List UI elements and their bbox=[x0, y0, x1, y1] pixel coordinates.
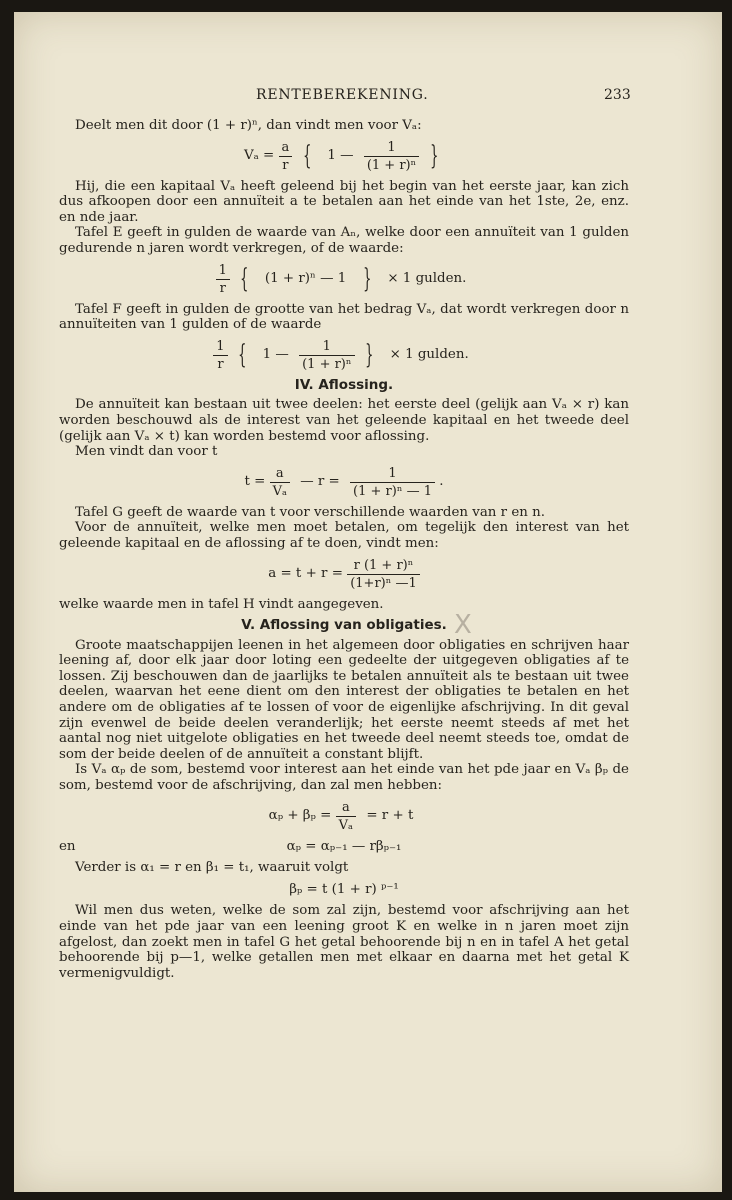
denominator: (1+r)ⁿ —1 bbox=[350, 575, 417, 591]
paragraph: Tafel E geeft in gulden de waarde van Aₙ, welke door een annuïteit van 1 gulden gedurende n jaren wordt verkregen, of de waarde: bbox=[59, 225, 629, 256]
formula-term: αₚ = αₚ₋₁ — rβₚ₋₁ bbox=[286, 838, 402, 854]
denominator: r bbox=[219, 280, 226, 296]
paragraph: Groote maatschappijen leenen in het algemeen door obligaties en schrijven haar leening af, door elk jaar door loting een gedeelte der uitgegeven obligaties af te lossen. Zij beschouwen dan de jaarlijks te betalen annuïteit als te bestaan uit twee deelen, waarvan het eene dient om den interest der obligaties te betalen en het andere om de obligaties af te lossen of voor de eigenlijke afschrijving. In dit geval zijn evenwel de beide deelen veranderlijk; het eerste neemt steeds af met het aantal nog niet uitgelote obligaties en het tweede deel neemt steeds toe, omdat de som der beide deelen of de annuïteit a constant blijft. bbox=[59, 637, 629, 762]
denominator: r bbox=[282, 157, 289, 173]
formula-term: βₚ = t (1 + r) ᵖ⁻¹ bbox=[289, 881, 399, 897]
denominator: Vₐ bbox=[338, 817, 354, 833]
left-brace: { bbox=[240, 264, 249, 295]
formula-lhs: Vₐ = bbox=[243, 148, 275, 164]
numerator: a bbox=[336, 800, 356, 817]
paragraph: De annuïteit kan bestaan uit twee deelen: het eerste deel (gelijk aan Vₐ × r) kan worden beschouwd als de interest van het geleende kapitaal en het tweede deel (gelijk aan Vₐ × t) kan worden bestemd voor aflossing. bbox=[59, 397, 629, 444]
paragraph: Tafel F geeft in gulden de grootte van het bedrag Vₐ, dat wordt verkregen door n annuïteiten van 1 gulden of de waarde bbox=[59, 301, 629, 333]
denominator: (1 + r)ⁿ — 1 bbox=[353, 483, 432, 499]
formula-term: × 1 gulden. bbox=[389, 347, 469, 363]
formula-term: = r + t bbox=[366, 808, 414, 824]
paragraph: Hij, die een kapitaal Vₐ heeft geleend bij het begin van het eerste jaar, kan zich dus afkoopen door een annuïteit a te betalen aan het einde van het 1ste, 2e, enz. en nde jaar. bbox=[59, 178, 629, 225]
paragraph: Voor de annuïteit, welke men moet betalen, om tegelijk den interest van het geleende kapitaal en de aflossing af te doen, vindt men: bbox=[59, 520, 629, 551]
body-text bbox=[59, 118, 629, 981]
fraction bbox=[299, 339, 354, 372]
paragraph: Wil men dus weten, welke de som zal zijn, bestemd voor afschrijving aan het einde van het pde jaar van een leening groot K en welke in n jaren moet zijn afgelost, dan zoekt men in tafel G het getal behoorende bij n en in tafel A het getal behoorende bij p—1, welke getallen men met elkaar en daarna met het getal K vermenigvuldigt. bbox=[59, 903, 629, 981]
right-brace: } bbox=[362, 264, 371, 295]
formula-beta bbox=[59, 882, 629, 898]
fraction bbox=[270, 466, 290, 499]
formula-term: (1 + r)ⁿ — 1 bbox=[264, 271, 347, 287]
book-page bbox=[14, 12, 722, 1192]
formula-alpha-beta bbox=[59, 800, 629, 833]
formula-lhs: αₚ + βₚ = bbox=[268, 808, 332, 824]
numerator: 1 bbox=[213, 339, 227, 356]
fraction bbox=[336, 800, 356, 833]
paragraph: Verder is α₁ = r en β₁ = t₁, waaruit volgt bbox=[75, 860, 349, 876]
formula-term: — r = bbox=[300, 474, 340, 490]
numerator: a bbox=[279, 140, 293, 157]
numerator: 1 bbox=[364, 140, 419, 157]
fraction bbox=[216, 263, 230, 296]
page-number: 233 bbox=[604, 87, 631, 103]
formula-term: × 1 gulden. bbox=[387, 271, 467, 287]
formula-end: . bbox=[439, 474, 444, 490]
right-brace: } bbox=[364, 340, 374, 371]
formula-lhs: a = t + r = bbox=[268, 566, 343, 582]
denominator: Vₐ bbox=[272, 483, 287, 499]
numerator: r (1 + r)ⁿ bbox=[347, 558, 420, 575]
denominator: (1 + r)ⁿ bbox=[366, 157, 417, 173]
fraction bbox=[364, 140, 419, 173]
formula-lhs: t = bbox=[244, 474, 266, 490]
fraction bbox=[279, 140, 293, 173]
right-brace: } bbox=[429, 141, 438, 172]
left-brace: { bbox=[302, 141, 311, 172]
formula-term: 1 — bbox=[262, 347, 289, 363]
pencil-mark: X bbox=[454, 610, 472, 640]
paragraph: Is Vₐ αₚ de som, bestemd voor interest aan het einde van het pde jaar en Vₐ βₚ de som, bestemd voor de afschrijving, dan zal men hebben: bbox=[59, 762, 629, 794]
fraction bbox=[350, 466, 435, 499]
left-brace: { bbox=[237, 340, 247, 371]
denominator: (1 + r)ⁿ bbox=[302, 356, 352, 372]
running-header bbox=[14, 87, 722, 107]
fraction bbox=[213, 339, 227, 372]
denominator: r bbox=[217, 356, 224, 372]
formula-t bbox=[59, 466, 629, 499]
formula-term: 1 — bbox=[327, 148, 354, 164]
formula-recursion bbox=[59, 839, 629, 855]
numerator: 1 bbox=[216, 263, 230, 280]
paragraph: Tafel G geeft de waarde van t voor verschillende waarden van r en n. bbox=[75, 504, 546, 520]
section-heading: V. Aflossing van obligaties. bbox=[241, 617, 447, 634]
fraction bbox=[347, 558, 420, 591]
section-heading: IV. Aflossing. bbox=[294, 376, 394, 393]
paragraph: Men vindt dan voor t bbox=[75, 444, 218, 460]
formula-label: en bbox=[59, 838, 76, 854]
paragraph: welke waarde men in tafel H vindt aangegeven. bbox=[59, 596, 384, 612]
numerator: a bbox=[270, 466, 290, 483]
page-title: RENTEBEREKENING. bbox=[256, 87, 429, 103]
numerator: 1 bbox=[350, 466, 435, 483]
formula-tafel-e bbox=[59, 263, 629, 296]
paragraph: Deelt men dit door (1 + r)ⁿ, dan vindt men voor Vₐ: bbox=[75, 118, 422, 133]
formula-tafel-f bbox=[59, 339, 629, 372]
numerator: 1 bbox=[299, 339, 354, 356]
formula-a bbox=[59, 558, 629, 591]
formula-va bbox=[59, 140, 629, 173]
